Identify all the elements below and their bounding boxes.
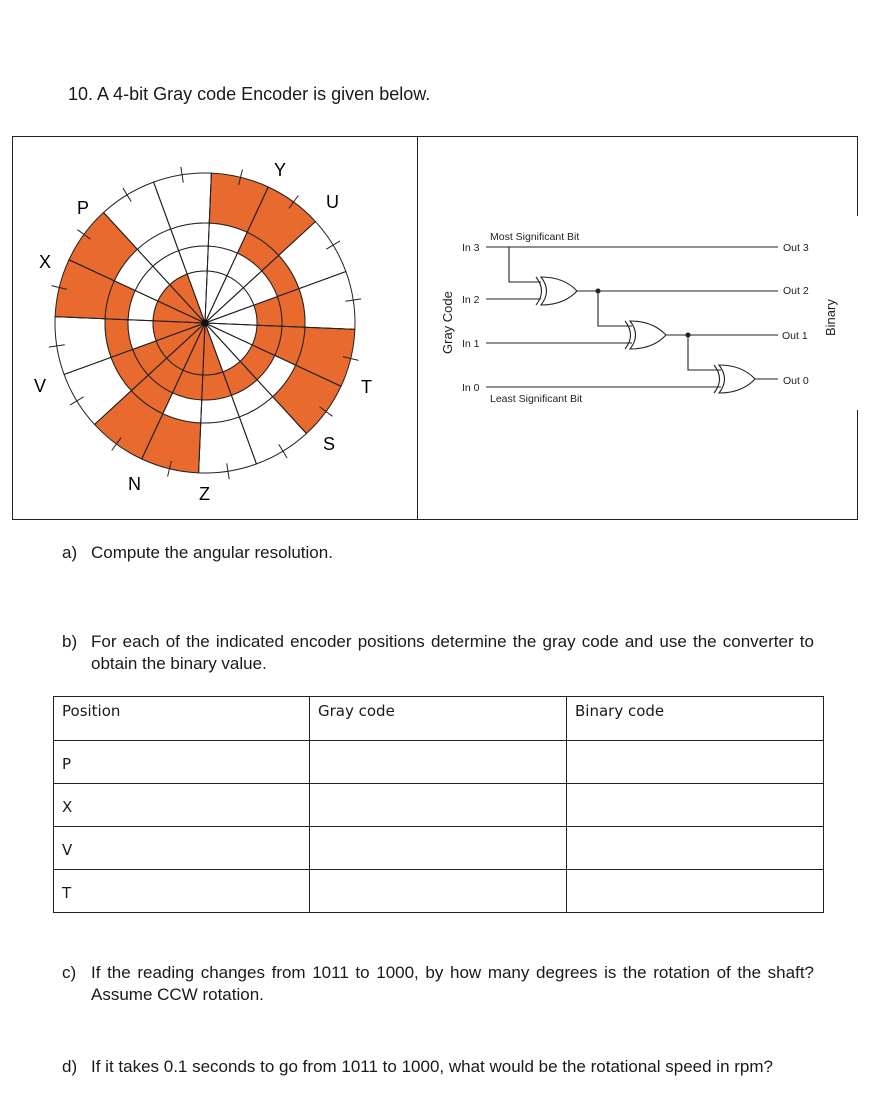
output-1: Out 1 (782, 330, 808, 342)
msb-label: Most Significant Bit (490, 231, 580, 243)
binary-code-cell[interactable] (567, 741, 824, 784)
input-2: In 2 (462, 294, 480, 306)
gray-code-cell[interactable] (310, 827, 567, 870)
position-cell: T (54, 870, 310, 913)
part-c-label: c) (62, 963, 77, 982)
lsb-label: Least Significant Bit (490, 393, 583, 405)
part-a-label: a) (62, 543, 78, 562)
binary-axis-label: Binary (823, 299, 838, 336)
header-position: Position (54, 697, 310, 741)
disk-hub (202, 320, 209, 327)
table-row (54, 784, 824, 827)
part-d-text: If it takes 0.1 seconds to go from 1011 to 1000, what would be the rotational speed in rpm? (91, 1057, 773, 1076)
gray-code-cell[interactable] (310, 784, 567, 827)
question-text: A 4-bit Gray code Encoder is given below. (97, 84, 431, 104)
position-cell: P (54, 741, 310, 784)
output-2: Out 2 (783, 285, 809, 297)
label-V: V (34, 376, 47, 396)
label-U: U (326, 192, 339, 212)
part-c-text: If the reading changes from 1011 to 1000, by how many degrees is the rotation of the shaft? Assume CCW rotation. (91, 963, 814, 1004)
figure-svg (12, 136, 858, 520)
table-row (54, 827, 824, 870)
gray-code-cell[interactable] (310, 870, 567, 913)
binary-code-cell[interactable] (567, 870, 824, 913)
output-3: Out 3 (783, 242, 809, 254)
header-gray-code: Gray code (310, 697, 567, 741)
question-number: 10. (68, 84, 94, 104)
xor-gate (714, 365, 755, 393)
header-binary-code: Binary code (567, 697, 824, 741)
table-header-row (54, 697, 824, 741)
xor-gate (625, 321, 666, 349)
gray-to-binary-converter (440, 231, 838, 405)
question-title (68, 84, 430, 105)
encoder-disk (49, 167, 361, 479)
label-S: S (323, 434, 336, 454)
part-b-label: b) (62, 632, 78, 651)
gray-code-axis-label: Gray Code (440, 291, 455, 354)
table-row (54, 741, 824, 784)
table-row (54, 870, 824, 913)
xor-gate (536, 277, 577, 305)
label-P: P (77, 198, 90, 218)
part-d-label: d) (62, 1057, 78, 1076)
label-Y: Y (274, 160, 287, 180)
input-0: In 0 (462, 382, 480, 394)
label-Z: Z (199, 484, 210, 504)
label-T: T (361, 377, 372, 397)
part-b-text: For each of the indicated encoder positions determine the gray code and use the converter to obtain the binary value. (91, 632, 814, 673)
input-3: In 3 (462, 242, 480, 254)
gray-code-cell[interactable] (310, 741, 567, 784)
label-N: N (128, 474, 141, 494)
binary-code-cell[interactable] (567, 827, 824, 870)
output-0: Out 0 (783, 375, 809, 387)
label-X: X (39, 252, 52, 272)
input-1: In 1 (462, 338, 480, 350)
position-cell: X (54, 784, 310, 827)
position-cell: V (54, 827, 310, 870)
position-table (53, 696, 824, 913)
figure-panel (12, 136, 858, 520)
binary-code-cell[interactable] (567, 784, 824, 827)
part-a-text: Compute the angular resolution. (91, 543, 333, 562)
